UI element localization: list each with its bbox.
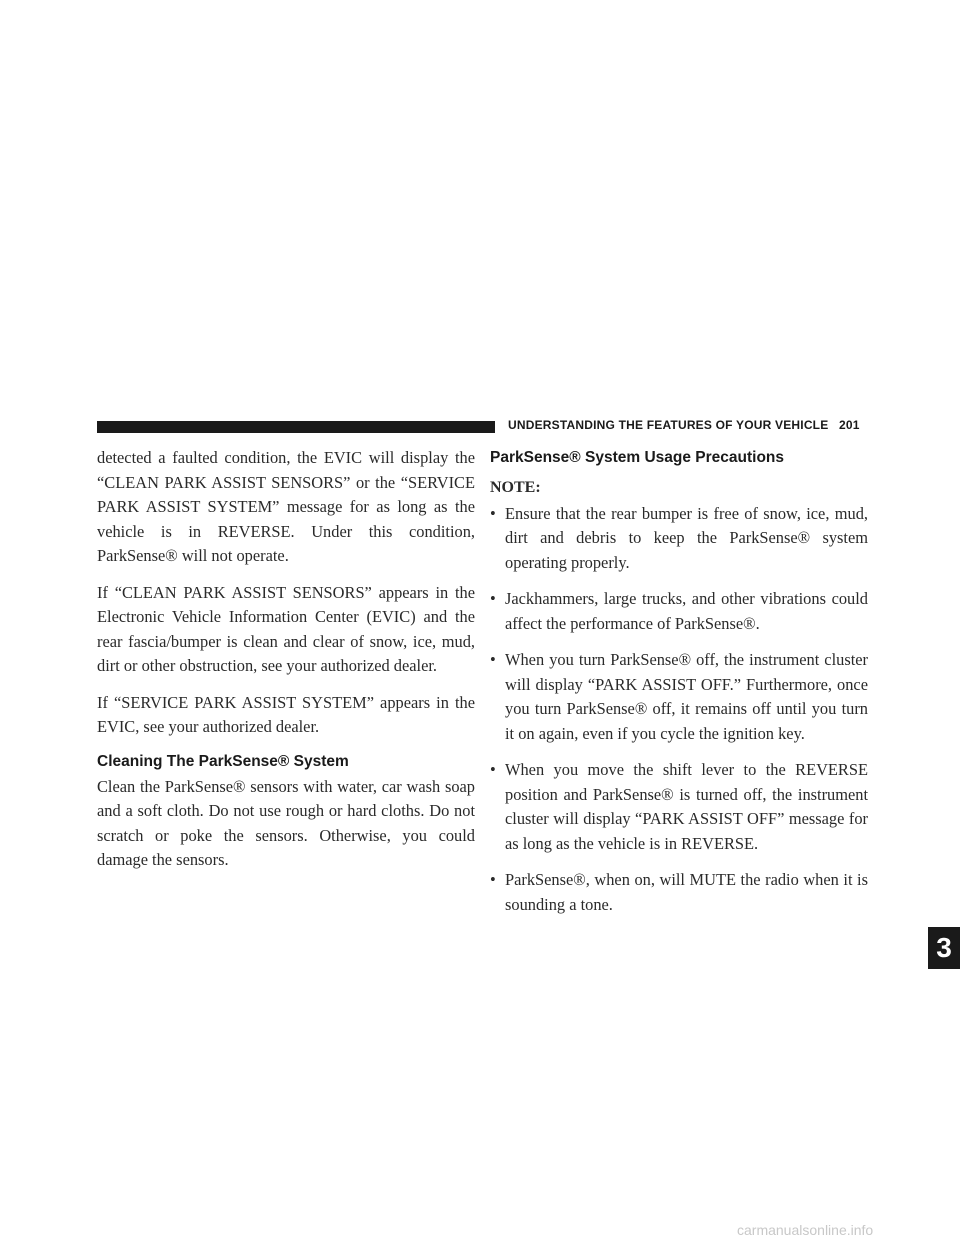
page-number: 201 [839,418,860,432]
bullet-icon: • [490,650,496,669]
list-item: • Jackhammers, large trucks, and other vibrations could affect the performance of ParkSense®. [490,589,868,633]
list-item: • ParkSense®, when on, will MUTE the radio when it is sounding a tone. [490,870,868,914]
heading-cleaning: Cleaning The ParkSense® System [97,752,349,770]
bullet-icon: • [490,589,496,608]
chapter-tab: 3 [928,927,960,969]
right-column [490,446,868,929]
paragraph-service-system: If “SERVICE PARK ASSIST SYSTEM” appears in the EVIC, see your authorized dealer. [97,692,475,736]
precautions-list [490,502,868,918]
list-item: • When you move the shift lever to the REVERSE position and ParkSense® is turned off, the instrument cluster will display “PARK ASSIST OFF” message for as long as the vehicle is in REVERSE. [490,760,868,853]
paragraph-cleaning-instructions: Clean the ParkSense® sensors with water, car wash soap and a soft cloth. Do not use rough or hard cloths. Do not scratch or poke the sensors. Otherwise, you could damage the sensors. [97,776,475,869]
list-item: • Ensure that the rear bumper is free of snow, ice, mud, dirt and debris to keep the ParkSense® system operating properly. [490,503,868,572]
left-column [97,446,475,885]
bullet-icon: • [490,503,496,523]
heading-usage-precautions: ParkSense® System Usage Precautions [490,449,785,466]
paragraph-faulted-condition: detected a faulted condition, the EVIC will display the “CLEAN PARK ASSIST SENSORS” or the “SERVICE PARK ASSIST SYSTEM” message for as long as the vehicle is in REVERSE. Under this condition, ParkSense® will not operate. [97,448,475,565]
bullet-icon: • [490,870,496,889]
paragraph-clean-sensors: If “CLEAN PARK ASSIST SENSORS” appears in the Electronic Vehicle Information Center (EVIC) and the rear fascia/bumper is clean and clear of snow, ice, mud, dirt or other obstruction, see your authorized dealer. [97,582,475,675]
running-header [508,418,868,432]
note-label: NOTE: [490,479,541,496]
watermark: carmanualsonline.info [737,1222,874,1238]
list-item: • When you turn ParkSense® off, the instrument cluster will display “PARK ASSIST OFF.” Furthermore, once you turn ParkSense® off, it remains off until you turn it on again, even if you cycle the ignition key. [490,650,868,743]
header-rule [97,421,495,433]
bullet-icon: • [490,760,496,779]
header-title: UNDERSTANDING THE FEATURES OF YOUR VEHICLE [508,418,829,432]
